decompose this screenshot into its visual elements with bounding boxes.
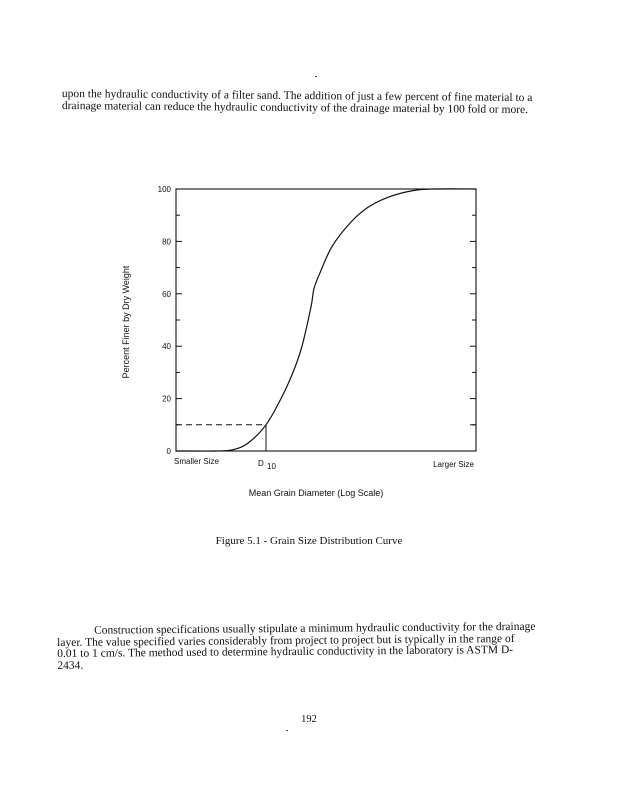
page-number: 192 bbox=[301, 714, 317, 725]
y-tick-label: 40 bbox=[162, 342, 171, 352]
x-right-label: Larger Size bbox=[433, 460, 474, 469]
d10-subscript: 10 bbox=[267, 462, 276, 471]
d10-label: D bbox=[258, 459, 264, 468]
plot-frame bbox=[176, 189, 476, 451]
x-axis-title: Mean Grain Diameter (Log Scale) bbox=[248, 488, 384, 498]
y-tick-label: 20 bbox=[162, 394, 171, 404]
y-tick-label: 80 bbox=[162, 237, 171, 247]
y-tick-label: 60 bbox=[162, 289, 171, 299]
body-paragraph: Construction specifications usually stipulate a minimum hydraulic conductivity for the drainage layer. The value specified varies considerably from project to project but is typically in the range of 0.01 to 1 cm/s. The method used to determine hydraulic conductivity in the laboratory is ASTM D-2434. bbox=[57, 620, 536, 672]
x-left-label: Smaller Size bbox=[174, 457, 219, 466]
intro-paragraph: upon the hydraulic conductivity of a filter sand. The addition of just a few percent of fine material to a drainage material can reduce the hydraulic conductivity of the drainage material by 100 fold or more. bbox=[61, 88, 533, 116]
y-axis-title: Percent Finer by Dry Weight bbox=[121, 265, 131, 379]
gradation-curve bbox=[176, 189, 476, 451]
scan-speck bbox=[286, 730, 288, 731]
y-tick-label: 0 bbox=[166, 447, 171, 456]
figure-caption: Figure 5.1 - Grain Size Distribution Curve bbox=[215, 535, 403, 547]
y-tick-label: 100 bbox=[157, 185, 171, 194]
